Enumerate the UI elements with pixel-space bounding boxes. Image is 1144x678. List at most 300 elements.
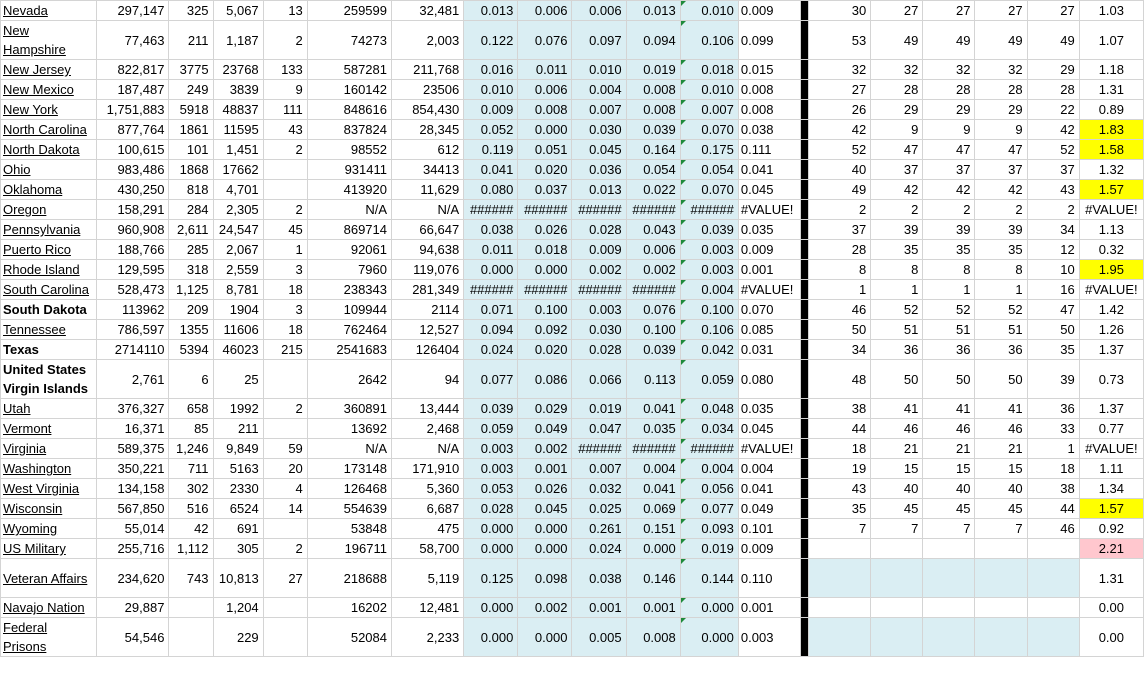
table-cell[interactable]: 0.003 <box>464 459 518 479</box>
table-cell[interactable]: 0.004 <box>626 459 680 479</box>
table-cell[interactable]: 0.038 <box>738 120 800 140</box>
table-cell[interactable]: 0.028 <box>464 499 518 519</box>
table-cell[interactable]: 29 <box>923 100 975 120</box>
table-cell[interactable]: 22 <box>1027 100 1079 120</box>
table-cell[interactable]: 589,375 <box>97 439 169 459</box>
row-name-cell[interactable] <box>1 280 97 300</box>
table-cell[interactable]: 0.125 <box>464 559 518 598</box>
table-cell[interactable]: 12,481 <box>392 598 464 618</box>
table-cell[interactable] <box>809 618 871 657</box>
table-cell[interactable]: 16,371 <box>97 419 169 439</box>
table-cell[interactable]: 50 <box>975 360 1027 399</box>
table-cell[interactable]: #VALUE! <box>738 439 800 459</box>
table-cell[interactable] <box>263 519 307 539</box>
table-cell[interactable]: 42 <box>871 180 923 200</box>
table-cell[interactable]: 50 <box>871 360 923 399</box>
table-cell[interactable]: 0.004 <box>680 459 738 479</box>
table-cell[interactable]: 302 <box>169 479 213 499</box>
table-cell[interactable]: 284 <box>169 200 213 220</box>
table-cell[interactable] <box>263 419 307 439</box>
table-cell[interactable]: 47 <box>871 140 923 160</box>
table-cell[interactable]: 0.028 <box>572 220 626 240</box>
table-cell[interactable]: 85 <box>169 419 213 439</box>
table-cell[interactable]: 0.025 <box>572 499 626 519</box>
table-cell[interactable] <box>871 559 923 598</box>
table-cell[interactable]: 567,850 <box>97 499 169 519</box>
table-cell[interactable]: 52084 <box>307 618 391 657</box>
table-cell[interactable]: 0.007 <box>680 100 738 120</box>
table-cell[interactable]: 0.77 <box>1079 419 1143 439</box>
table-cell[interactable]: 13,444 <box>392 399 464 419</box>
table-cell[interactable]: N/A <box>307 439 391 459</box>
table-cell[interactable]: 55,014 <box>97 519 169 539</box>
row-name-cell[interactable] <box>1 240 97 260</box>
table-cell[interactable]: 45 <box>923 499 975 519</box>
table-cell[interactable]: 2 <box>263 200 307 220</box>
table-cell[interactable]: 743 <box>169 559 213 598</box>
table-cell[interactable]: 2 <box>263 539 307 559</box>
table-cell[interactable]: 822,817 <box>97 60 169 80</box>
table-cell[interactable]: 0.009 <box>738 1 800 21</box>
table-cell[interactable] <box>169 598 213 618</box>
table-cell[interactable]: 18 <box>263 280 307 300</box>
table-cell[interactable]: 126404 <box>392 340 464 360</box>
table-cell[interactable]: 5918 <box>169 100 213 120</box>
table-cell[interactable]: 0.175 <box>680 140 738 160</box>
table-cell[interactable]: 318 <box>169 260 213 280</box>
table-cell[interactable]: 0.000 <box>518 260 572 280</box>
row-name-cell[interactable] <box>1 459 97 479</box>
table-cell[interactable]: 13692 <box>307 419 391 439</box>
table-cell[interactable]: 0.048 <box>680 399 738 419</box>
table-cell[interactable]: 15 <box>923 459 975 479</box>
table-cell[interactable]: 0.045 <box>572 140 626 160</box>
table-cell[interactable]: 612 <box>392 140 464 160</box>
table-cell[interactable]: 234,620 <box>97 559 169 598</box>
table-cell[interactable]: 46 <box>923 419 975 439</box>
row-name-cell[interactable] <box>1 519 97 539</box>
table-cell[interactable]: 7 <box>923 519 975 539</box>
table-cell[interactable]: 2 <box>263 399 307 419</box>
table-cell[interactable] <box>809 598 871 618</box>
table-cell[interactable]: 41 <box>871 399 923 419</box>
table-cell[interactable]: 762464 <box>307 320 391 340</box>
table-cell[interactable]: 32,481 <box>392 1 464 21</box>
table-cell[interactable]: 35 <box>975 240 1027 260</box>
table-cell[interactable]: 27 <box>923 1 975 21</box>
table-cell[interactable]: 215 <box>263 340 307 360</box>
table-cell[interactable]: 0.164 <box>626 140 680 160</box>
table-cell[interactable]: 1 <box>1027 439 1079 459</box>
table-cell[interactable]: 16202 <box>307 598 391 618</box>
table-cell[interactable]: 29 <box>975 100 1027 120</box>
table-cell[interactable]: 0.041 <box>626 399 680 419</box>
table-cell[interactable]: 7 <box>809 519 871 539</box>
row-name-cell[interactable] <box>1 598 97 618</box>
table-cell[interactable]: 52 <box>975 300 1027 320</box>
table-cell[interactable]: 3 <box>263 300 307 320</box>
table-cell[interactable]: 1904 <box>213 300 263 320</box>
table-cell[interactable]: 691 <box>213 519 263 539</box>
table-cell[interactable]: 34 <box>1027 220 1079 240</box>
table-cell[interactable]: 0.010 <box>680 1 738 21</box>
table-cell[interactable]: 0.119 <box>464 140 518 160</box>
table-cell[interactable]: 0.008 <box>518 100 572 120</box>
table-cell[interactable]: 0.000 <box>464 618 518 657</box>
table-cell[interactable] <box>975 559 1027 598</box>
table-cell[interactable]: 297,147 <box>97 1 169 21</box>
table-cell[interactable] <box>263 360 307 399</box>
table-cell[interactable]: 0.037 <box>518 180 572 200</box>
table-cell[interactable]: 2114 <box>392 300 464 320</box>
table-cell[interactable]: 26 <box>809 100 871 120</box>
table-cell[interactable]: 0.013 <box>572 180 626 200</box>
table-cell[interactable]: 0.000 <box>518 120 572 140</box>
row-name-cell[interactable] <box>1 419 97 439</box>
table-cell[interactable]: 44 <box>809 419 871 439</box>
table-cell[interactable]: 77,463 <box>97 21 169 60</box>
table-cell[interactable]: 34413 <box>392 160 464 180</box>
table-cell[interactable]: 0.003 <box>680 240 738 260</box>
table-cell[interactable]: 0.000 <box>518 519 572 539</box>
table-cell[interactable]: 1,112 <box>169 539 213 559</box>
table-cell[interactable]: 37 <box>809 220 871 240</box>
table-cell[interactable]: 11595 <box>213 120 263 140</box>
table-cell[interactable]: 0.011 <box>518 60 572 80</box>
table-cell[interactable]: ###### <box>464 280 518 300</box>
table-cell[interactable]: 35 <box>871 240 923 260</box>
table-cell[interactable]: 28,345 <box>392 120 464 140</box>
table-cell[interactable]: 51 <box>871 320 923 340</box>
table-cell[interactable]: 0.006 <box>572 1 626 21</box>
table-cell[interactable]: 0.00 <box>1079 598 1143 618</box>
table-cell[interactable] <box>1027 618 1079 657</box>
table-cell[interactable]: 0.100 <box>518 300 572 320</box>
table-cell[interactable]: 0.004 <box>572 80 626 100</box>
table-cell[interactable]: 0.005 <box>572 618 626 657</box>
table-cell[interactable]: 41 <box>975 399 1027 419</box>
table-cell[interactable]: 0.151 <box>626 519 680 539</box>
table-cell[interactable]: 58,700 <box>392 539 464 559</box>
table-cell[interactable]: 0.006 <box>518 1 572 21</box>
table-cell[interactable]: 24,547 <box>213 220 263 240</box>
table-cell[interactable]: 0.001 <box>738 598 800 618</box>
table-cell[interactable]: 0.041 <box>738 479 800 499</box>
table-cell[interactable]: 2,468 <box>392 419 464 439</box>
table-cell[interactable]: N/A <box>392 439 464 459</box>
table-cell[interactable]: 0.030 <box>572 120 626 140</box>
table-cell[interactable]: 0.008 <box>738 80 800 100</box>
table-cell[interactable]: 160142 <box>307 80 391 100</box>
table-cell[interactable]: 94 <box>392 360 464 399</box>
table-cell[interactable]: ###### <box>464 200 518 220</box>
table-cell[interactable]: 0.106 <box>680 320 738 340</box>
table-cell[interactable]: 32 <box>809 60 871 80</box>
table-cell[interactable]: 0.039 <box>680 220 738 240</box>
table-cell[interactable]: 0.022 <box>626 180 680 200</box>
table-cell[interactable]: 360891 <box>307 399 391 419</box>
table-cell[interactable]: 0.092 <box>518 320 572 340</box>
table-cell[interactable]: 29 <box>1027 60 1079 80</box>
table-cell[interactable]: 98552 <box>307 140 391 160</box>
table-cell[interactable]: 32 <box>923 60 975 80</box>
row-name-cell[interactable] <box>1 180 97 200</box>
table-cell[interactable]: 0.001 <box>738 260 800 280</box>
table-cell[interactable]: 0.080 <box>738 360 800 399</box>
table-cell[interactable]: 0.013 <box>626 1 680 21</box>
row-name-cell[interactable] <box>1 340 97 360</box>
table-cell[interactable]: 27 <box>975 1 1027 21</box>
table-cell[interactable]: #VALUE! <box>1079 439 1143 459</box>
row-name-cell[interactable] <box>1 539 97 559</box>
row-name-cell[interactable] <box>1 21 97 60</box>
table-cell[interactable] <box>169 618 213 657</box>
table-cell[interactable]: 34 <box>809 340 871 360</box>
table-cell[interactable]: 119,076 <box>392 260 464 280</box>
table-cell[interactable]: 587281 <box>307 60 391 80</box>
table-cell[interactable]: 0.011 <box>464 240 518 260</box>
table-cell[interactable]: 52 <box>809 140 871 160</box>
table-cell[interactable]: 0.100 <box>626 320 680 340</box>
table-cell[interactable] <box>809 559 871 598</box>
table-cell[interactable]: ###### <box>572 280 626 300</box>
table-cell[interactable]: 0.020 <box>518 160 572 180</box>
table-cell[interactable]: 45 <box>263 220 307 240</box>
table-cell[interactable]: 0.054 <box>680 160 738 180</box>
table-cell[interactable]: 5163 <box>213 459 263 479</box>
table-cell[interactable]: 2714110 <box>97 340 169 360</box>
table-cell[interactable]: 837824 <box>307 120 391 140</box>
table-cell[interactable]: 7 <box>975 519 1027 539</box>
table-cell[interactable]: 50 <box>809 320 871 340</box>
table-cell[interactable] <box>809 539 871 559</box>
table-cell[interactable]: 1.95 <box>1079 260 1143 280</box>
table-cell[interactable]: 0.034 <box>680 419 738 439</box>
table-cell[interactable]: 0.059 <box>464 419 518 439</box>
table-cell[interactable]: 0.000 <box>518 539 572 559</box>
table-cell[interactable]: 11606 <box>213 320 263 340</box>
table-cell[interactable]: 0.019 <box>680 539 738 559</box>
table-cell[interactable]: 0.051 <box>518 140 572 160</box>
table-cell[interactable]: ###### <box>680 200 738 220</box>
table-cell[interactable]: 848616 <box>307 100 391 120</box>
table-cell[interactable]: 0.045 <box>738 180 800 200</box>
table-cell[interactable]: 16 <box>1027 280 1079 300</box>
row-name-cell[interactable] <box>1 559 97 598</box>
table-cell[interactable]: 238343 <box>307 280 391 300</box>
table-cell[interactable] <box>1027 539 1079 559</box>
table-cell[interactable]: 51 <box>975 320 1027 340</box>
table-cell[interactable]: 6 <box>169 360 213 399</box>
row-name-cell[interactable] <box>1 100 97 120</box>
table-cell[interactable]: 0.077 <box>464 360 518 399</box>
table-cell[interactable]: 0.002 <box>518 439 572 459</box>
table-cell[interactable]: 0.070 <box>738 300 800 320</box>
table-cell[interactable]: 2 <box>1027 200 1079 220</box>
table-cell[interactable]: 39 <box>923 220 975 240</box>
table-cell[interactable]: 43 <box>1027 180 1079 200</box>
table-cell[interactable]: 0.066 <box>572 360 626 399</box>
row-name-cell[interactable] <box>1 300 97 320</box>
table-cell[interactable]: 21 <box>871 439 923 459</box>
table-cell[interactable]: 786,597 <box>97 320 169 340</box>
table-cell[interactable]: 0.041 <box>626 479 680 499</box>
table-cell[interactable]: 5,067 <box>213 1 263 21</box>
table-cell[interactable]: 0.043 <box>626 220 680 240</box>
table-cell[interactable]: 0.010 <box>680 80 738 100</box>
table-cell[interactable]: 0.069 <box>626 499 680 519</box>
table-cell[interactable]: 28 <box>1027 80 1079 100</box>
table-cell[interactable]: ###### <box>572 439 626 459</box>
table-cell[interactable]: 42 <box>809 120 871 140</box>
table-cell[interactable]: 0.070 <box>680 120 738 140</box>
table-cell[interactable]: 211,768 <box>392 60 464 80</box>
table-cell[interactable]: 0.038 <box>464 220 518 240</box>
table-cell[interactable]: 0.113 <box>626 360 680 399</box>
table-cell[interactable]: 27 <box>809 80 871 100</box>
table-cell[interactable]: 0.010 <box>464 80 518 100</box>
table-cell[interactable]: 53 <box>809 21 871 60</box>
table-cell[interactable]: 27 <box>1027 1 1079 21</box>
table-cell[interactable]: 44 <box>1027 499 1079 519</box>
table-cell[interactable]: 0.000 <box>518 618 572 657</box>
table-cell[interactable]: 1.13 <box>1079 220 1143 240</box>
table-cell[interactable]: 5394 <box>169 340 213 360</box>
table-cell[interactable]: 1.37 <box>1079 340 1143 360</box>
table-cell[interactable]: 0.013 <box>464 1 518 21</box>
table-cell[interactable]: 8,781 <box>213 280 263 300</box>
table-cell[interactable]: 28 <box>923 80 975 100</box>
table-cell[interactable]: 101 <box>169 140 213 160</box>
table-cell[interactable]: 94,638 <box>392 240 464 260</box>
table-cell[interactable]: 869714 <box>307 220 391 240</box>
table-cell[interactable]: 39 <box>975 220 1027 240</box>
table-cell[interactable]: #VALUE! <box>738 200 800 220</box>
table-cell[interactable]: 0.031 <box>738 340 800 360</box>
table-cell[interactable]: 21 <box>975 439 1027 459</box>
row-name-cell[interactable] <box>1 399 97 419</box>
table-cell[interactable]: 4 <box>263 479 307 499</box>
table-cell[interactable]: 0.024 <box>572 539 626 559</box>
table-cell[interactable]: 0.003 <box>464 439 518 459</box>
table-cell[interactable]: 41 <box>923 399 975 419</box>
table-cell[interactable]: 0.008 <box>626 100 680 120</box>
table-cell[interactable]: 49 <box>871 21 923 60</box>
table-cell[interactable]: 0.004 <box>680 280 738 300</box>
table-cell[interactable]: 111 <box>263 100 307 120</box>
table-cell[interactable]: 25 <box>213 360 263 399</box>
table-cell[interactable]: 0.002 <box>626 260 680 280</box>
table-cell[interactable]: 0.008 <box>626 80 680 100</box>
table-cell[interactable]: 211 <box>169 21 213 60</box>
table-cell[interactable]: 1.32 <box>1079 160 1143 180</box>
table-cell[interactable]: 0.053 <box>464 479 518 499</box>
table-cell[interactable]: ###### <box>626 280 680 300</box>
table-cell[interactable]: 47 <box>975 140 1027 160</box>
table-cell[interactable]: 15 <box>975 459 1027 479</box>
table-cell[interactable]: 14 <box>263 499 307 519</box>
table-cell[interactable]: 0.018 <box>680 60 738 80</box>
table-cell[interactable]: 0.009 <box>572 240 626 260</box>
table-cell[interactable]: 0.042 <box>680 340 738 360</box>
table-cell[interactable]: 818 <box>169 180 213 200</box>
table-cell[interactable]: 0.001 <box>626 598 680 618</box>
table-cell[interactable]: 129,595 <box>97 260 169 280</box>
table-cell[interactable]: 0.041 <box>738 160 800 180</box>
table-cell[interactable]: 0.097 <box>572 21 626 60</box>
row-name-cell[interactable] <box>1 220 97 240</box>
table-cell[interactable]: 35 <box>809 499 871 519</box>
table-cell[interactable]: 46023 <box>213 340 263 360</box>
table-cell[interactable]: 19 <box>809 459 871 479</box>
table-cell[interactable]: 0.000 <box>680 618 738 657</box>
table-cell[interactable]: 36 <box>1027 399 1079 419</box>
table-cell[interactable]: 11,629 <box>392 180 464 200</box>
row-name-cell[interactable] <box>1 80 97 100</box>
table-cell[interactable] <box>871 598 923 618</box>
table-cell[interactable]: 0.045 <box>518 499 572 519</box>
table-cell[interactable]: 0.041 <box>464 160 518 180</box>
table-cell[interactable]: 0.080 <box>464 180 518 200</box>
table-cell[interactable]: 51 <box>923 320 975 340</box>
table-cell[interactable]: 53848 <box>307 519 391 539</box>
table-cell[interactable]: 3 <box>263 260 307 280</box>
table-cell[interactable]: 20 <box>263 459 307 479</box>
table-cell[interactable]: 33 <box>1027 419 1079 439</box>
table-cell[interactable]: 0.094 <box>464 320 518 340</box>
table-cell[interactable]: 1.03 <box>1079 1 1143 21</box>
table-cell[interactable]: 109944 <box>307 300 391 320</box>
table-cell[interactable]: 430,250 <box>97 180 169 200</box>
row-name-cell[interactable] <box>1 60 97 80</box>
table-cell[interactable]: 218688 <box>307 559 391 598</box>
table-cell[interactable]: 27 <box>871 1 923 21</box>
table-cell[interactable]: 43 <box>263 120 307 140</box>
table-cell[interactable]: 196711 <box>307 539 391 559</box>
table-cell[interactable]: 0.89 <box>1079 100 1143 120</box>
table-cell[interactable]: 0.036 <box>572 160 626 180</box>
table-cell[interactable]: 1.34 <box>1079 479 1143 499</box>
table-cell[interactable]: 1,204 <box>213 598 263 618</box>
table-cell[interactable]: 126468 <box>307 479 391 499</box>
table-cell[interactable]: 5,119 <box>392 559 464 598</box>
table-cell[interactable]: 6524 <box>213 499 263 519</box>
row-name-cell[interactable] <box>1 200 97 220</box>
table-cell[interactable]: 7 <box>871 519 923 539</box>
table-cell[interactable]: 2,305 <box>213 200 263 220</box>
table-cell[interactable]: 0.026 <box>518 220 572 240</box>
table-cell[interactable]: 1 <box>809 280 871 300</box>
table-cell[interactable]: 0.32 <box>1079 240 1143 260</box>
table-cell[interactable]: 0.028 <box>572 340 626 360</box>
table-cell[interactable]: 0.122 <box>464 21 518 60</box>
table-cell[interactable]: 49 <box>809 180 871 200</box>
table-cell[interactable]: 854,430 <box>392 100 464 120</box>
table-cell[interactable]: 1,125 <box>169 280 213 300</box>
table-cell[interactable]: 171,910 <box>392 459 464 479</box>
table-cell[interactable]: 0.039 <box>626 120 680 140</box>
table-cell[interactable]: 0.093 <box>680 519 738 539</box>
table-cell[interactable]: 0.010 <box>572 60 626 80</box>
table-cell[interactable]: 187,487 <box>97 80 169 100</box>
table-cell[interactable]: 1992 <box>213 399 263 419</box>
table-cell[interactable]: 1.18 <box>1079 60 1143 80</box>
table-cell[interactable]: 39 <box>1027 360 1079 399</box>
table-cell[interactable]: 0.008 <box>738 100 800 120</box>
table-cell[interactable]: 0.008 <box>626 618 680 657</box>
table-cell[interactable]: 0.026 <box>518 479 572 499</box>
table-cell[interactable]: 0.049 <box>518 419 572 439</box>
